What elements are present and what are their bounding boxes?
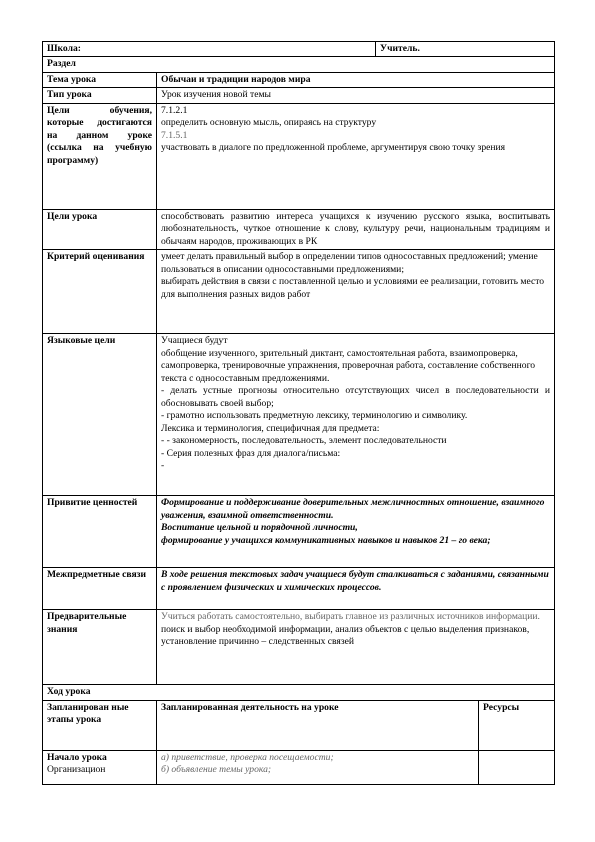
flow-row-activity — [157, 750, 479, 784]
prior-knowledge-value — [157, 610, 555, 685]
lesson-goals-label: Цели урока — [43, 209, 157, 249]
criteria-line-2: выбирать действия в связи с поставленной целью и условиями ее реализации, готовить место для выполнения разных видов работ — [161, 276, 545, 300]
flow-col-activity: Запланированная деятельность на уроке — [157, 700, 479, 750]
language-line-7: - Серия полезных фраз для диалога/письма: — [161, 447, 341, 459]
flow-activity-2: б) объявление темы урока; — [161, 764, 272, 776]
values-value — [157, 496, 555, 568]
values-line-1: Формирование и поддерживание доверительных межличностных отношение, взаимного уважения, взаимной ответственности. — [161, 497, 545, 521]
goal-code-1: 7.1.2.1 — [161, 104, 188, 116]
prior-knowledge-label: Предварительные знания — [43, 610, 157, 685]
language-line-4: - грамотно использовать предметную лексику, терминологию и символику. — [161, 410, 468, 422]
school-cell: Школа: — [43, 42, 376, 57]
section-cell: Раздел — [43, 57, 555, 72]
topic-label: Тема урока — [43, 72, 157, 87]
prior-line-1: Учиться работать самостоятельно, выбирать главное из различных источников информации. — [161, 611, 540, 623]
language-line-5: Лексика и терминология, специфичная для предмета: — [161, 422, 380, 434]
lesson-plan-table — [42, 41, 555, 785]
lesson-type-label: Тип урока — [43, 88, 157, 103]
language-goals-value — [157, 334, 555, 496]
topic-value: Обычаи и традиции народов мира — [157, 72, 555, 87]
flow-col-resources: Ресурсы — [479, 700, 555, 750]
language-line-1: Учащиеся будут — [161, 335, 228, 347]
interdisciplinary-value: В ходе решения текстовых задач учащиеся будут сталкиваться с заданиями, связанными с проявлением физических и химических процессов. — [157, 568, 555, 610]
flow-col-stages: Запланирован ные этапы урока — [43, 700, 157, 750]
flow-row-resources — [479, 750, 555, 784]
prior-line-2: поиск и выбор необходимой информации, анализ объектов с целью выделения признаков, установление причинно – следственных связей — [161, 623, 530, 648]
language-goals-label: Языковые цели — [43, 334, 157, 496]
flow-stage-start: Начало урока — [47, 751, 107, 763]
lesson-flow-title: Ход урока — [43, 685, 555, 700]
values-line-3: формирование у учащихся коммуникативных навыков и навыков 21 – го века; — [161, 534, 491, 546]
learning-goals-value — [157, 103, 555, 209]
flow-activity-1: а) приветствие, проверка посещаемости; — [161, 751, 334, 763]
values-label: Привитие ценностей — [43, 496, 157, 568]
language-line-8: - — [161, 459, 165, 471]
flow-stage-org: Организацион — [47, 764, 106, 776]
lesson-plan — [42, 41, 554, 785]
language-line-6: - - закономерность, последовательность, элемент последовательности — [161, 435, 447, 447]
lesson-goals-value: способствовать развитию интереса учащихся к изучению русского языка, воспитывать любознательность, чуткое отношение к слову, культуру речи, национальным традициям и обычаям народов, проживающих в РК — [157, 209, 555, 249]
criteria-line-1: умеет делать правильный выбор в определении типов односоставных предложений; умение пользоваться в описании односоставными предложениями; — [161, 251, 538, 275]
flow-row-stage — [43, 750, 157, 784]
interdisciplinary-label: Межпредметные связи — [43, 568, 157, 610]
teacher-cell: Учитель. — [376, 42, 555, 57]
lesson-type-value: Урок изучения новой темы — [157, 88, 555, 103]
values-line-2: Воспитание цельной и порядочной личности, — [161, 522, 358, 534]
language-line-3: - делать устные прогнозы относительно отсутствующих чисел в последовательности и обосновывать своей выбор; — [161, 385, 551, 409]
goal-text-1: определить основную мысль, опираясь на структуру — [161, 117, 377, 129]
criteria-value — [157, 250, 555, 334]
goal-code-2: 7.1.5.1 — [161, 129, 188, 141]
learning-goals-label: Цели обучения, которые достигаются на данном уроке (ссылка на учебную программу) — [43, 103, 157, 209]
criteria-label: Критерий оценивания — [43, 250, 157, 334]
language-line-2: обобщение изученного, зрительный диктант, самостоятельная работа, взаимопроверка, самопроверка, тренировочные упражнения, проверочная работа, составление собственного текста с односоставным предложениями. — [161, 347, 536, 384]
goal-text-2: участвовать в диалоге по предложенной проблеме, аргументируя свою точку зрения — [161, 142, 506, 154]
